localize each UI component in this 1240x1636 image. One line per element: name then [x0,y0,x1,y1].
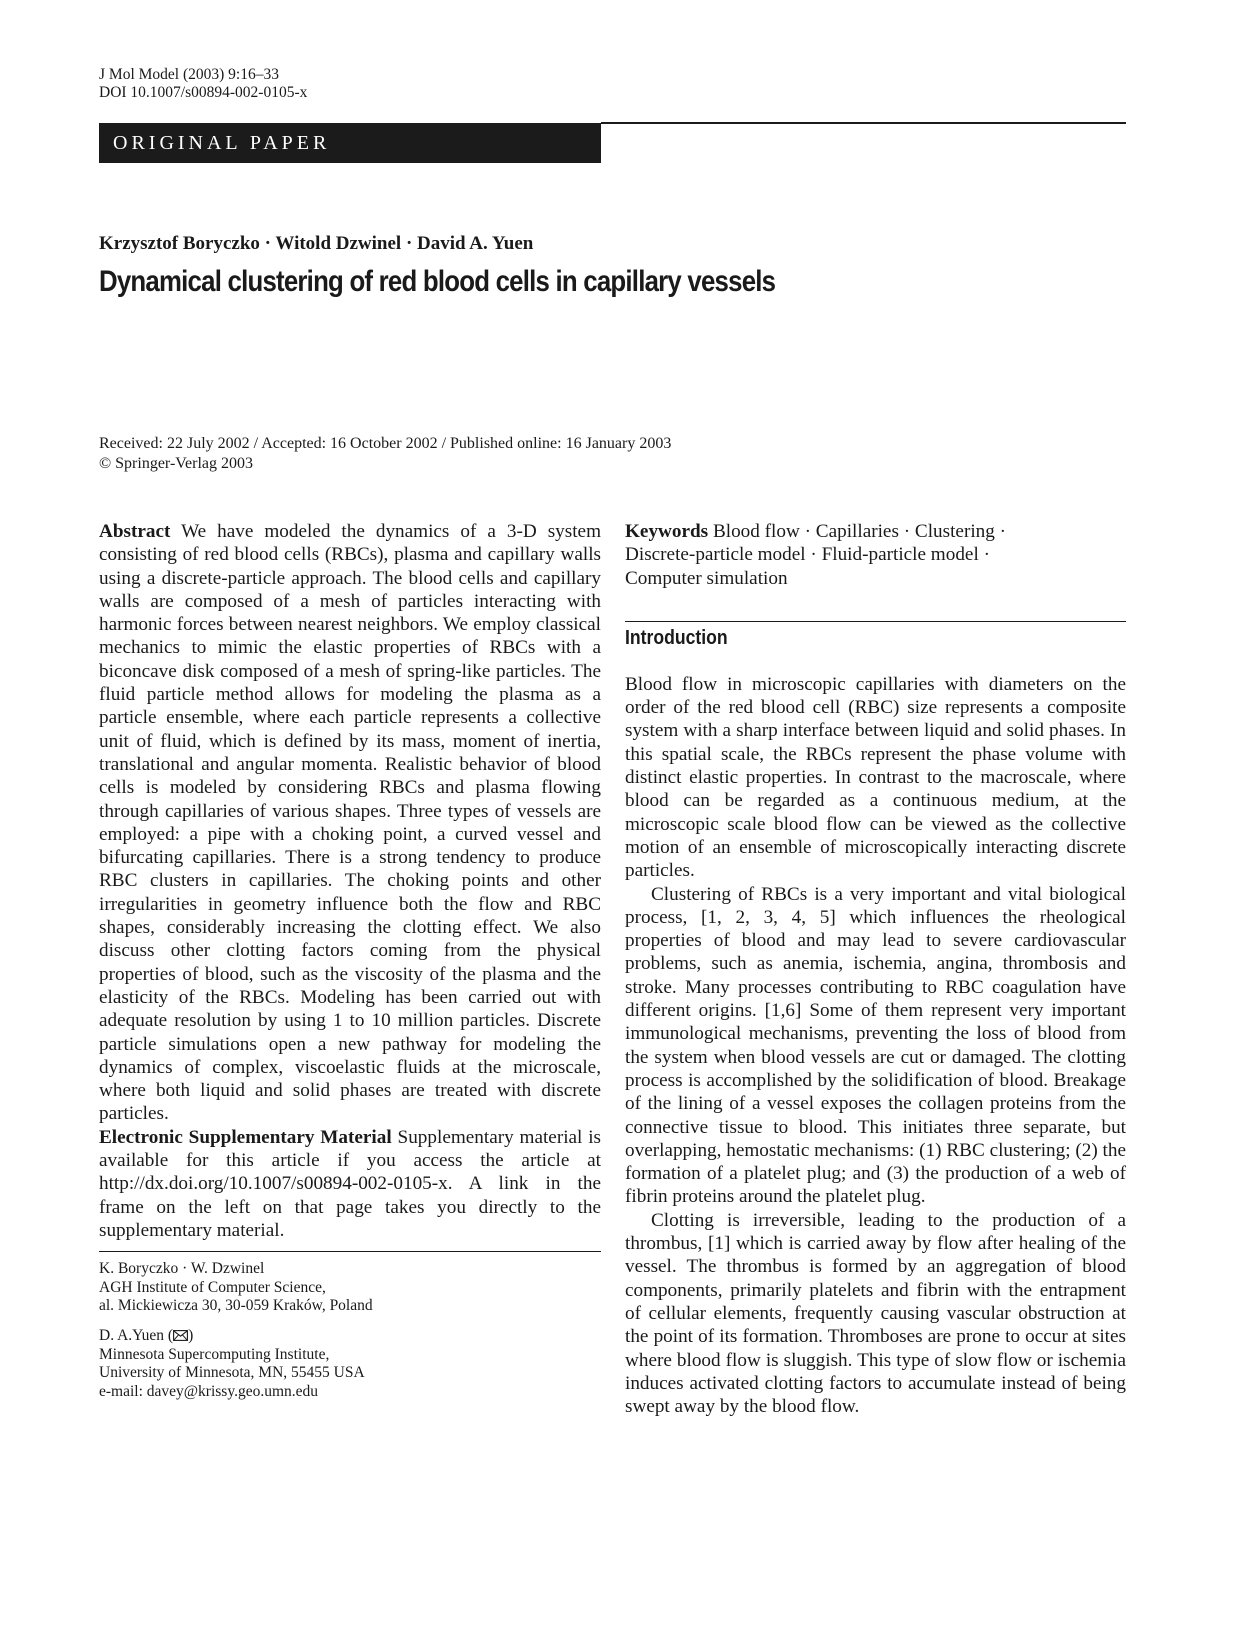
keywords-line-3: Computer simulation [625,567,788,589]
affiliation-boryczko-dzwinel [99,1260,601,1316]
keywords [625,520,1126,590]
article-type-banner [99,123,601,163]
affiliation-institute: Minnesota Supercomputing Institute, [99,1345,330,1363]
footnote-rule [99,1251,601,1252]
journal-citation: J Mol Model (2003) 9:16–33 [99,66,279,83]
email-line: e-mail: davey@krissy.geo.umn.edu [99,1382,319,1400]
left-column [99,520,601,1401]
history-line: Received: 22 July 2002 / Accepted: 16 October 2002 / Published online: 16 January 2003 [99,435,672,452]
copyright-line: © Springer-Verlag 2003 [99,455,254,472]
author-list: Krzysztof Boryczko · Witold Dzwinel · David A. Yuen [99,233,534,254]
journal-info [99,66,307,102]
introduction-paragraph-2: Clustering of RBCs is a very important and vital biological process, [1, 2, 3, 4, 5] which influences the rheological properties of blood and may lead to severe cardiovascular problems, such as anemia, ischemia, angina, thrombosis and stroke. Many processes contributing to RBC coagulation have different origins. [1,6] Some of them represent very important immunological mechanisms, preventing the loss of blood from the system when blood vessels are cut or damaged. The clotting process is accomplished by the solidification of blood. Breakage of the lining of a vessel exposes the collagen proteins from the connective tissue to blood. This initiates three separate, but overlapping, hemostatic mechanisms: (1) RBC clustering; (2) the formation of a platelet plug; and (3) the production of a web of fibrin proteins around the platelet plug. [625,883,1126,1208]
paper-title: Dynamical clustering of red blood cells in capillary vessels [99,265,776,298]
right-column [625,520,1126,1418]
affiliation-institute: AGH Institute of Computer Science, [99,1278,326,1296]
abstract [99,520,601,1126]
introduction-heading: Introduction [625,626,728,649]
keywords-line-1: Blood flow · Capillaries · Clustering · [712,521,1007,542]
affiliation-names: K. Boryczko · W. Dzwinel [99,1260,265,1278]
corresponding-author [99,1327,601,1346]
article-type-label: ORIGINAL PAPER [113,132,331,154]
esm-label: Electronic Supplementary Material [99,1126,392,1148]
affiliation-address: al. Mickiewicza 30, 30-059 Kraków, Poland [99,1297,373,1315]
envelope-icon [173,1330,188,1341]
doi-line: DOI 10.1007/s00894-002-0105-x [99,84,308,101]
affiliation-address: University of Minnesota, MN, 55455 USA [99,1364,365,1382]
abstract-label: Abstract [99,521,171,542]
corresponding-close: ) [188,1326,194,1344]
introduction-body [625,673,1126,1419]
keywords-line-2: Discrete-particle model · Fluid-particle model · [625,544,990,566]
banner-rule [601,122,1126,124]
affiliation-yuen [99,1327,601,1401]
section-rule [625,621,1126,622]
esm-text: Supplementary material is available for this article if you access the article at http://dx.doi.org/10.1007/s00894-002-0105-x. A link in the frame on the left on that page takes you directly to the supplementary material. [99,1126,602,1241]
abstract-text: We have modeled the dynamics of a 3-D system consisting of red blood cells (RBCs), plasma and capillary walls using a discrete-particle approach. The blood cells and capillary walls are composed of a mesh of particles interacting with harmonic forces between nearest neighbors. We employ classical mechanics to mimic the elastic properties of RBCs with a biconcave disk composed of a mesh of spring-like particles. The fluid particle method allows for modeling the plasma as a particle ensemble, where each particle represents a collective unit of fluid, which is defined by its mass, moment of inertia, translational and angular momenta. Realistic behavior of blood cells is modeled by considering RBCs and plasma flowing through capillaries of various shapes. Three types of vessels are employed: a pipe with a choking point, a curved vessel and bifurcating capillaries. There is a strong tendency to produce RBC clusters in capillaries. The choking points and other irregularities in geometry influence both the flow and RBC shapes, considerably increasing the clotting effect. We also discuss other clotting factors coming from the physical properties of blood, such as the viscosity of the plasma and the elasticity of the RBCs. Modeling has been carried out with adequate resolution by using 1 to 10 million particles. Discrete particle simulations open a new pathway for modeling the dynamics of complex, viscoelastic fluids at the microscale, where both liquid and solid phases are treated with discrete particles. [99,521,602,1125]
supplementary-note [99,1126,601,1242]
introduction-paragraph-3: Clotting is irreversible, leading to the production of a thrombus, [1] which is carried away by flow after healing of the vessel. The thrombus is formed by an aggregation of blood components, primarily platelets and fibrin with the entrapment of cellular elements, frequently causing vascular obstruction at the point of its formation. Thromboses are prone to occur at sites where blood flow is sluggish. This type of slow flow or ischemia induces activated clotting factors to accumulate instead of being swept away by the blood flow. [625,1209,1126,1418]
introduction-paragraph-1: Blood flow in microscopic capillaries with diameters on the order of the red blood cell (RBC) size represents a composite system with a sharp interface between liquid and solid phases. In this spatial scale, the RBCs represent the phase volume with distinct elastic properties. In contrast to the macroscale, where blood can be regarded as a continuous medium, at the microscopic scale blood flow can be viewed as the collective motion of an ensemble of microscopically interacting discrete particles. [625,673,1126,882]
publication-dates [99,434,671,474]
corresponding-name: D. A.Yuen ( [99,1326,174,1344]
keywords-label: Keywords [625,521,709,542]
